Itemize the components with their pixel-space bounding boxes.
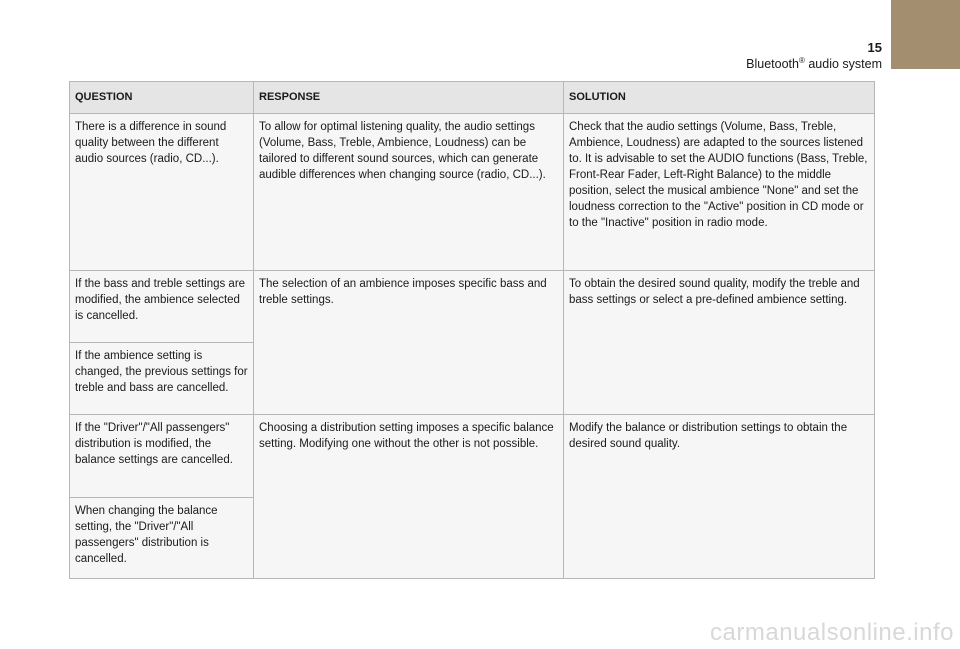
solution-cell: Modify the balance or distribution settings to obtain the desired sound quality. (564, 415, 875, 579)
response-cell: The selection of an ambience imposes specific bass and treble settings. (254, 271, 564, 415)
section-title-main: Bluetooth (746, 57, 799, 72)
table-header-row (70, 82, 875, 114)
column-header-solution: SOLUTION (564, 82, 875, 114)
question-cell: There is a difference in sound quality between the different audio sources (radio, CD...). (70, 114, 254, 271)
question-cell: If the ambience setting is changed, the previous settings for treble and bass are cancelled. (70, 343, 254, 415)
section-title (746, 56, 882, 71)
section-title-suffix: audio system (804, 57, 882, 72)
response-cell: To allow for optimal listening quality, the audio settings (Volume, Bass, Treble, Ambience, Loudness) can be tailored to different sound sources, which can generate audible differences when changing source (radio, CD...). (254, 114, 564, 271)
faq-table (69, 81, 875, 579)
column-header-response: RESPONSE (254, 82, 564, 114)
table-row (70, 271, 875, 343)
watermark: carmanualsonline.info (710, 619, 954, 646)
table-row (70, 415, 875, 498)
registered-mark: ® (798, 56, 805, 65)
question-cell: If the bass and treble settings are modified, the ambience selected is cancelled. (70, 271, 254, 343)
question-cell: If the "Driver"/"All passengers" distribution is modified, the balance settings are cancelled. (70, 415, 254, 498)
table-row (70, 114, 875, 271)
response-cell: Choosing a distribution setting imposes a specific balance setting. Modifying one without the other is not possible. (254, 415, 564, 579)
chapter-tab (891, 0, 960, 69)
column-header-question: QUESTION (70, 82, 254, 114)
solution-cell: To obtain the desired sound quality, modify the treble and bass settings or select a pre-defined ambience setting. (564, 271, 875, 415)
page-number: 15 (867, 40, 882, 55)
solution-cell: Check that the audio settings (Volume, Bass, Treble, Ambience, Loudness) are adapted to the sources listened to. It is advisable to set the AUDIO functions (Bass, Treble, Front-Rear Fader, Left-Right Balance) to the middle position, select the musical ambience "None" and set the loudness correction to the "Active" position in CD mode or to the "Inactive" position in radio mode. (564, 114, 875, 271)
question-cell: When changing the balance setting, the "Driver"/"All passengers" distribution is cancelled. (70, 498, 254, 579)
